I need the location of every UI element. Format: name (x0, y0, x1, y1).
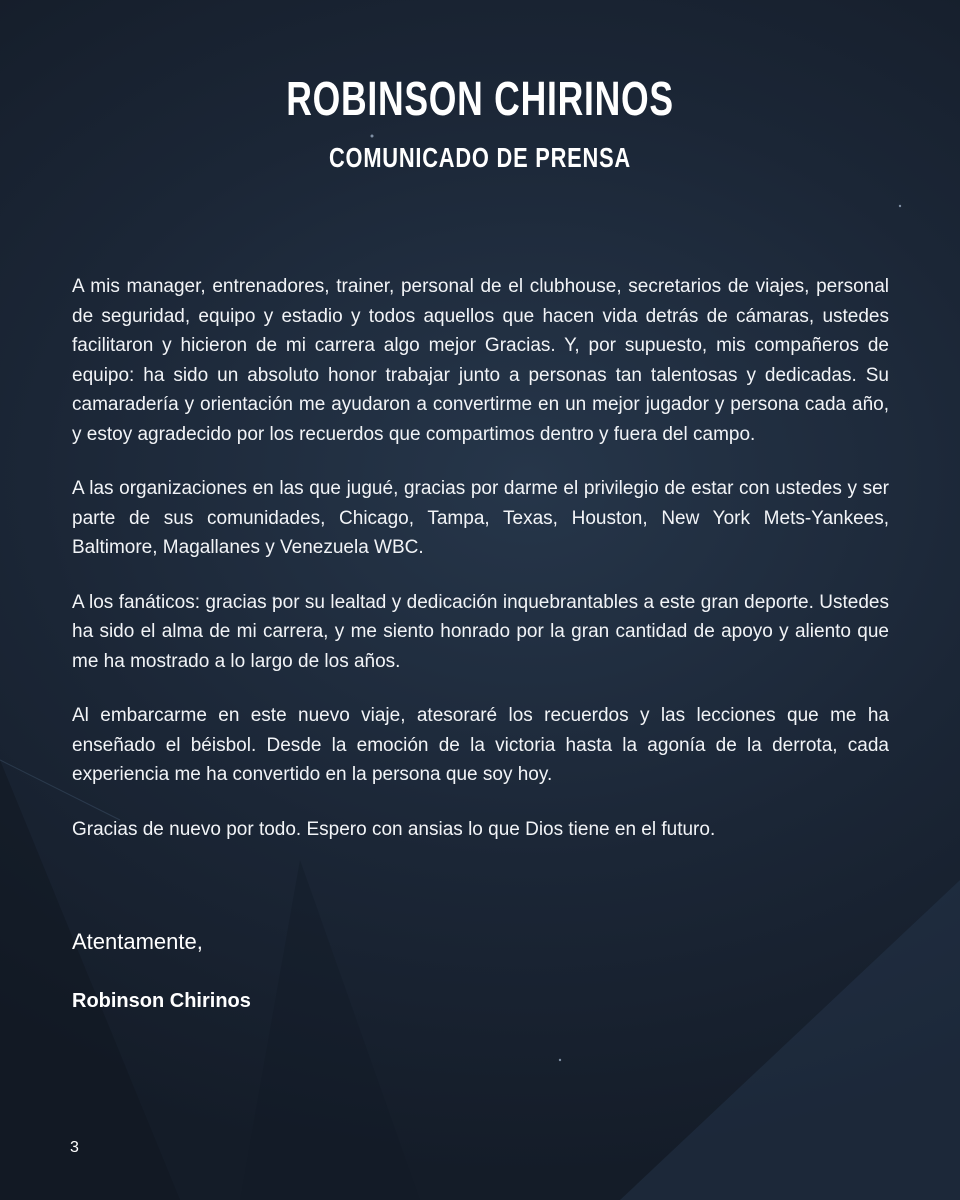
paragraph-new-journey: Al embarcarme en este nuevo viaje, atesoraré los recuerdos y las lecciones que me ha enseñado el béisbol. Desde la emoción de la victoria hasta la agonía de la derrota, cada experiencia me ha convertido en la persona que soy hoy. (72, 705, 889, 785)
background-shape-middle (240, 860, 420, 1200)
page-subtitle: COMUNICADO DE PRENSA (329, 142, 631, 173)
dust-speck (899, 205, 901, 207)
signature-name: Robinson Chirinos (72, 990, 251, 1012)
page-title: ROBINSON CHIRINOS (286, 73, 674, 126)
closing-salutation: Atentamente, (72, 929, 203, 954)
page-number: 3 (70, 1139, 79, 1156)
paragraph-staff-teammates: A mis manager, entrenadores, trainer, personal de el clubhouse, secretarios de viajes, personal de seguridad, equipo y estadio y todos aquellos que hacen vida detrás de cámaras, ustedes facilitaron y hicieron de mi carrera algo mejor Gracias. Y, por supuesto, mis compañeros de equipo: ha sido un absoluto honor trabajar junto a personas tan talentosas y dedicadas. Su camaradería y orientación me ayudaron a convertirme en un mejor jugador y persona cada año, y estoy agradecido por los recuerdos que compartimos dentro y fuera del campo. (72, 276, 889, 445)
dust-speck (371, 135, 374, 138)
paragraph-fans: A los fanáticos: gracias por su lealtad y dedicación inquebrantables a este gran deporte. Ustedes ha sido el alma de mi carrera, y me siento honrado por la gran cantidad de apoyo y aliento que me ha mostrado a lo largo de los años. (72, 591, 889, 672)
background-shape-right (620, 880, 960, 1200)
letter-body (72, 272, 889, 869)
paragraph-organizations: A las organizaciones en las que jugué, gracias por darme el privilegio de estar con ustedes y ser parte de sus comunidades, Chicago, Tampa, Texas, Houston, New York Mets-Yankees, Baltimore, Magallanes y Venezuela WBC. (72, 478, 889, 558)
paragraph-thanks: Gracias de nuevo por todo. Espero con ansias lo que Dios tiene en el futuro. (72, 818, 716, 840)
dust-speck (559, 1059, 561, 1061)
